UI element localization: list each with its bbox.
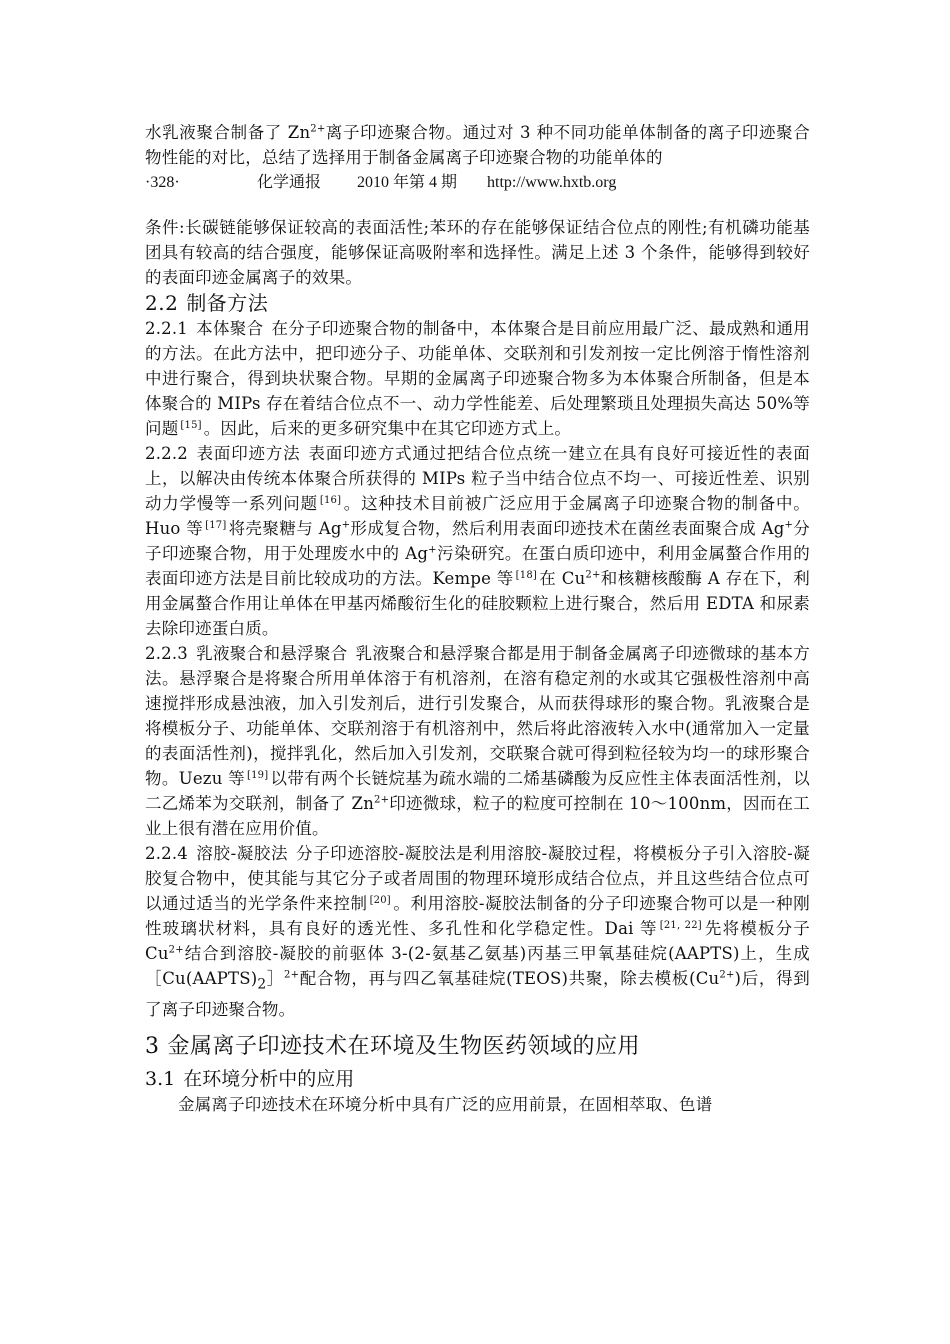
text-run: )后，得到了离子印迹聚合物。 xyxy=(145,969,811,1020)
text-run: 和核糖核酸酶 A 存在下，利用金属螯合作用让单体在甲基丙烯酸衍生化的硅胶颗粒上进行聚合，然后用 EDTA 和尿素去除印迹蛋白质。 xyxy=(145,569,811,638)
text-run: 印迹微球，粒子的粒度可控制在 10～100nm，因而在工业上很有潜在应用价值。 xyxy=(145,794,811,838)
text-run: 。利用溶胶-凝胶法制备的分子印迹聚合物可以是一种刚性玻璃状材料，具有良好的透光性、多孔性和化学稳定性。Dai 等 xyxy=(145,894,810,938)
superscript: 2+ xyxy=(310,123,326,135)
journal-url[interactable]: http://www.hxtb.org xyxy=(487,174,617,191)
text-run: 以带有两个长链烷基为疏水端的二烯基磷酸为反应性主体表面活性剂，以二乙烯苯为交联剂，制备了 Zn xyxy=(145,769,810,813)
section-heading-3-1 xyxy=(145,1066,810,1092)
section-number: 2.2.1 xyxy=(145,319,188,338)
superscript: + xyxy=(784,519,794,531)
text-run: 。因此，后来的更多研究集中在其它印迹方式上。 xyxy=(203,419,572,438)
section-number: 2.2.2 xyxy=(145,444,188,463)
superscript: 2+ xyxy=(168,944,184,956)
text-run: 。这种技术目前被广泛应用于金属离子印迹聚合物的制备中。Huo 等 xyxy=(145,494,811,538)
section-title: 制备方法 xyxy=(186,291,269,315)
text-run: 将壳聚糖与 Ag xyxy=(228,519,342,538)
text-run: 在分子印迹聚合物的制备中，本体聚合是目前应用最广泛、最成熟和通用的方法。在此方法中，把印迹分子、功能单体、交联剂和引发剂按一定比例溶于惰性溶剂中进行聚合，得到块状聚合物。早期的金属离子印迹聚合物多为本体聚合所制备，但是本体聚合的 MIPs 存在着结合位点不一、动力学性能差、后处理繁琐且处理损失高达 50%等问题 xyxy=(145,319,810,438)
page-header xyxy=(145,170,810,195)
superscript: + xyxy=(428,544,437,556)
citation[interactable]: [18] xyxy=(515,569,537,581)
superscript: 2+ xyxy=(719,969,735,981)
section-title: 金属离子印迹技术在环境及生物医药领域的应用 xyxy=(167,1034,641,1060)
section-number: 2.2.3 xyxy=(145,644,188,663)
text-run: 污染研究。在蛋白质印迹中，利用金属螯合作用的表面印迹方法是目前比较成功的方法。Kempe 等 xyxy=(145,544,810,588)
journal-issue: 2010 年第 4 期 xyxy=(357,174,458,191)
citation[interactable]: [17] xyxy=(205,519,227,531)
journal-name: 化学通报 xyxy=(257,174,322,191)
paragraph-conditions: 条件:长碳链能够保证较高的表面活性;苯环的存在能够保证结合位点的刚性;有机磷功能基团具有较高的结合强度，能够保证高吸附率和选择性。满足上述 3 个条件，能够得到较好的表面印迹金属离子的效果。 xyxy=(145,218,810,287)
superscript: 2+ xyxy=(374,794,390,806)
page-number: ·328· xyxy=(145,174,180,191)
section-title: 溶胶-凝胶法 xyxy=(195,844,289,863)
paragraph-2-2-1 xyxy=(145,316,810,441)
text-run: 在 Cu xyxy=(538,569,586,588)
paragraph-3-1: 金属离子印迹技术在环境分析中具有广泛的应用前景，在固相萃取、色谱 xyxy=(178,1095,713,1115)
section-title: 表面印迹方法 xyxy=(195,444,301,463)
document-page xyxy=(145,120,810,1117)
text-run: 配合物，再与四乙氧基硅烷(TEOS)共聚，除去模板(Cu xyxy=(299,969,720,988)
paragraph-2-2-4 xyxy=(145,841,810,1022)
text-run: 表面印迹方式通过把结合位点统一建立在具有良好可接近性的表面上，以解决由传统本体聚合所获得的 MIPs 粒子当中结合位点不均一、可接近性差、识别动力学慢等一系列问题 xyxy=(145,444,810,513)
text-run: 分子印迹聚合物，用于处理废水中的 Ag xyxy=(145,519,811,563)
section-title: 乳液聚合和悬浮聚合 xyxy=(195,644,348,663)
text-run: 乳液聚合和悬浮聚合都是用于制备金属离子印迹微球的基本方法。悬浮聚合是将聚合所用单体溶于有机溶剂，在溶有稳定剂的水或其它强极性溶剂中高速搅拌形成悬浊液，加入引发剂后，进行引发聚合，从而获得球形的聚合物。乳液聚合是将模板分子、功能单体、交联剂溶于有机溶剂中，然后将此溶液转入水中(通常加入一定量的表面活性剂)，搅拌乳化，然后加入引发剂，交联聚合就可得到粒径较为均一的球形聚合物。Uezu 等 xyxy=(145,644,810,788)
citation[interactable]: [19] xyxy=(247,769,269,781)
section-heading-3 xyxy=(145,1032,810,1062)
superscript: 2+ xyxy=(585,569,601,581)
text-run: 分子印迹溶胶-凝胶法是利用溶胶-凝胶过程，将模板分子引入溶胶-凝胶复合物中，使其能与其它分子或者周围的物理环境形成结合位点，并且这些结合位点可以通过适当的光学条件来控制 xyxy=(145,844,810,913)
paragraph-2-2-3 xyxy=(145,641,810,841)
section-heading-2-2 xyxy=(145,290,810,316)
top-paragraph xyxy=(145,120,810,170)
section-title: 在环境分析中的应用 xyxy=(183,1068,355,1091)
citation[interactable]: [15] xyxy=(180,419,202,431)
subscript: 2 xyxy=(257,976,267,993)
section-number: 3.1 xyxy=(145,1068,176,1091)
text-run: 先将模板分子 Cu xyxy=(145,919,810,963)
citation[interactable]: [16] xyxy=(319,494,342,506)
section-number: 3 xyxy=(145,1034,160,1060)
superscript: + xyxy=(341,519,351,531)
citation[interactable]: [20] xyxy=(369,894,391,906)
text-run: 离子印迹聚合物。通过对 3 种不同功能单体制备的离子印迹聚合物性能的对比，总结了选择用于制备金属离子印迹聚合物的功能单体的 xyxy=(145,123,810,167)
section-number: 2.2.4 xyxy=(145,844,188,863)
section-number: 2.2 xyxy=(145,291,179,315)
citation[interactable]: [21, 22] xyxy=(659,919,702,931)
superscript: 2+ xyxy=(284,969,300,981)
text-run: 形成复合物，然后利用表面印迹技术在菌丝表面聚合成 Ag xyxy=(350,519,785,538)
section-title: 本体聚合 xyxy=(195,319,264,338)
text-run: ］ xyxy=(266,969,285,988)
text-run: 水乳液聚合制备了 Zn xyxy=(145,123,311,142)
text-run: 结合到溶胶-凝胶的前驱体 3-(2-氨基乙氨基)丙基三甲氧基硅烷(AAPTS)上，生成［Cu(AAPTS) xyxy=(145,944,810,988)
paragraph-2-2-2 xyxy=(145,441,810,641)
